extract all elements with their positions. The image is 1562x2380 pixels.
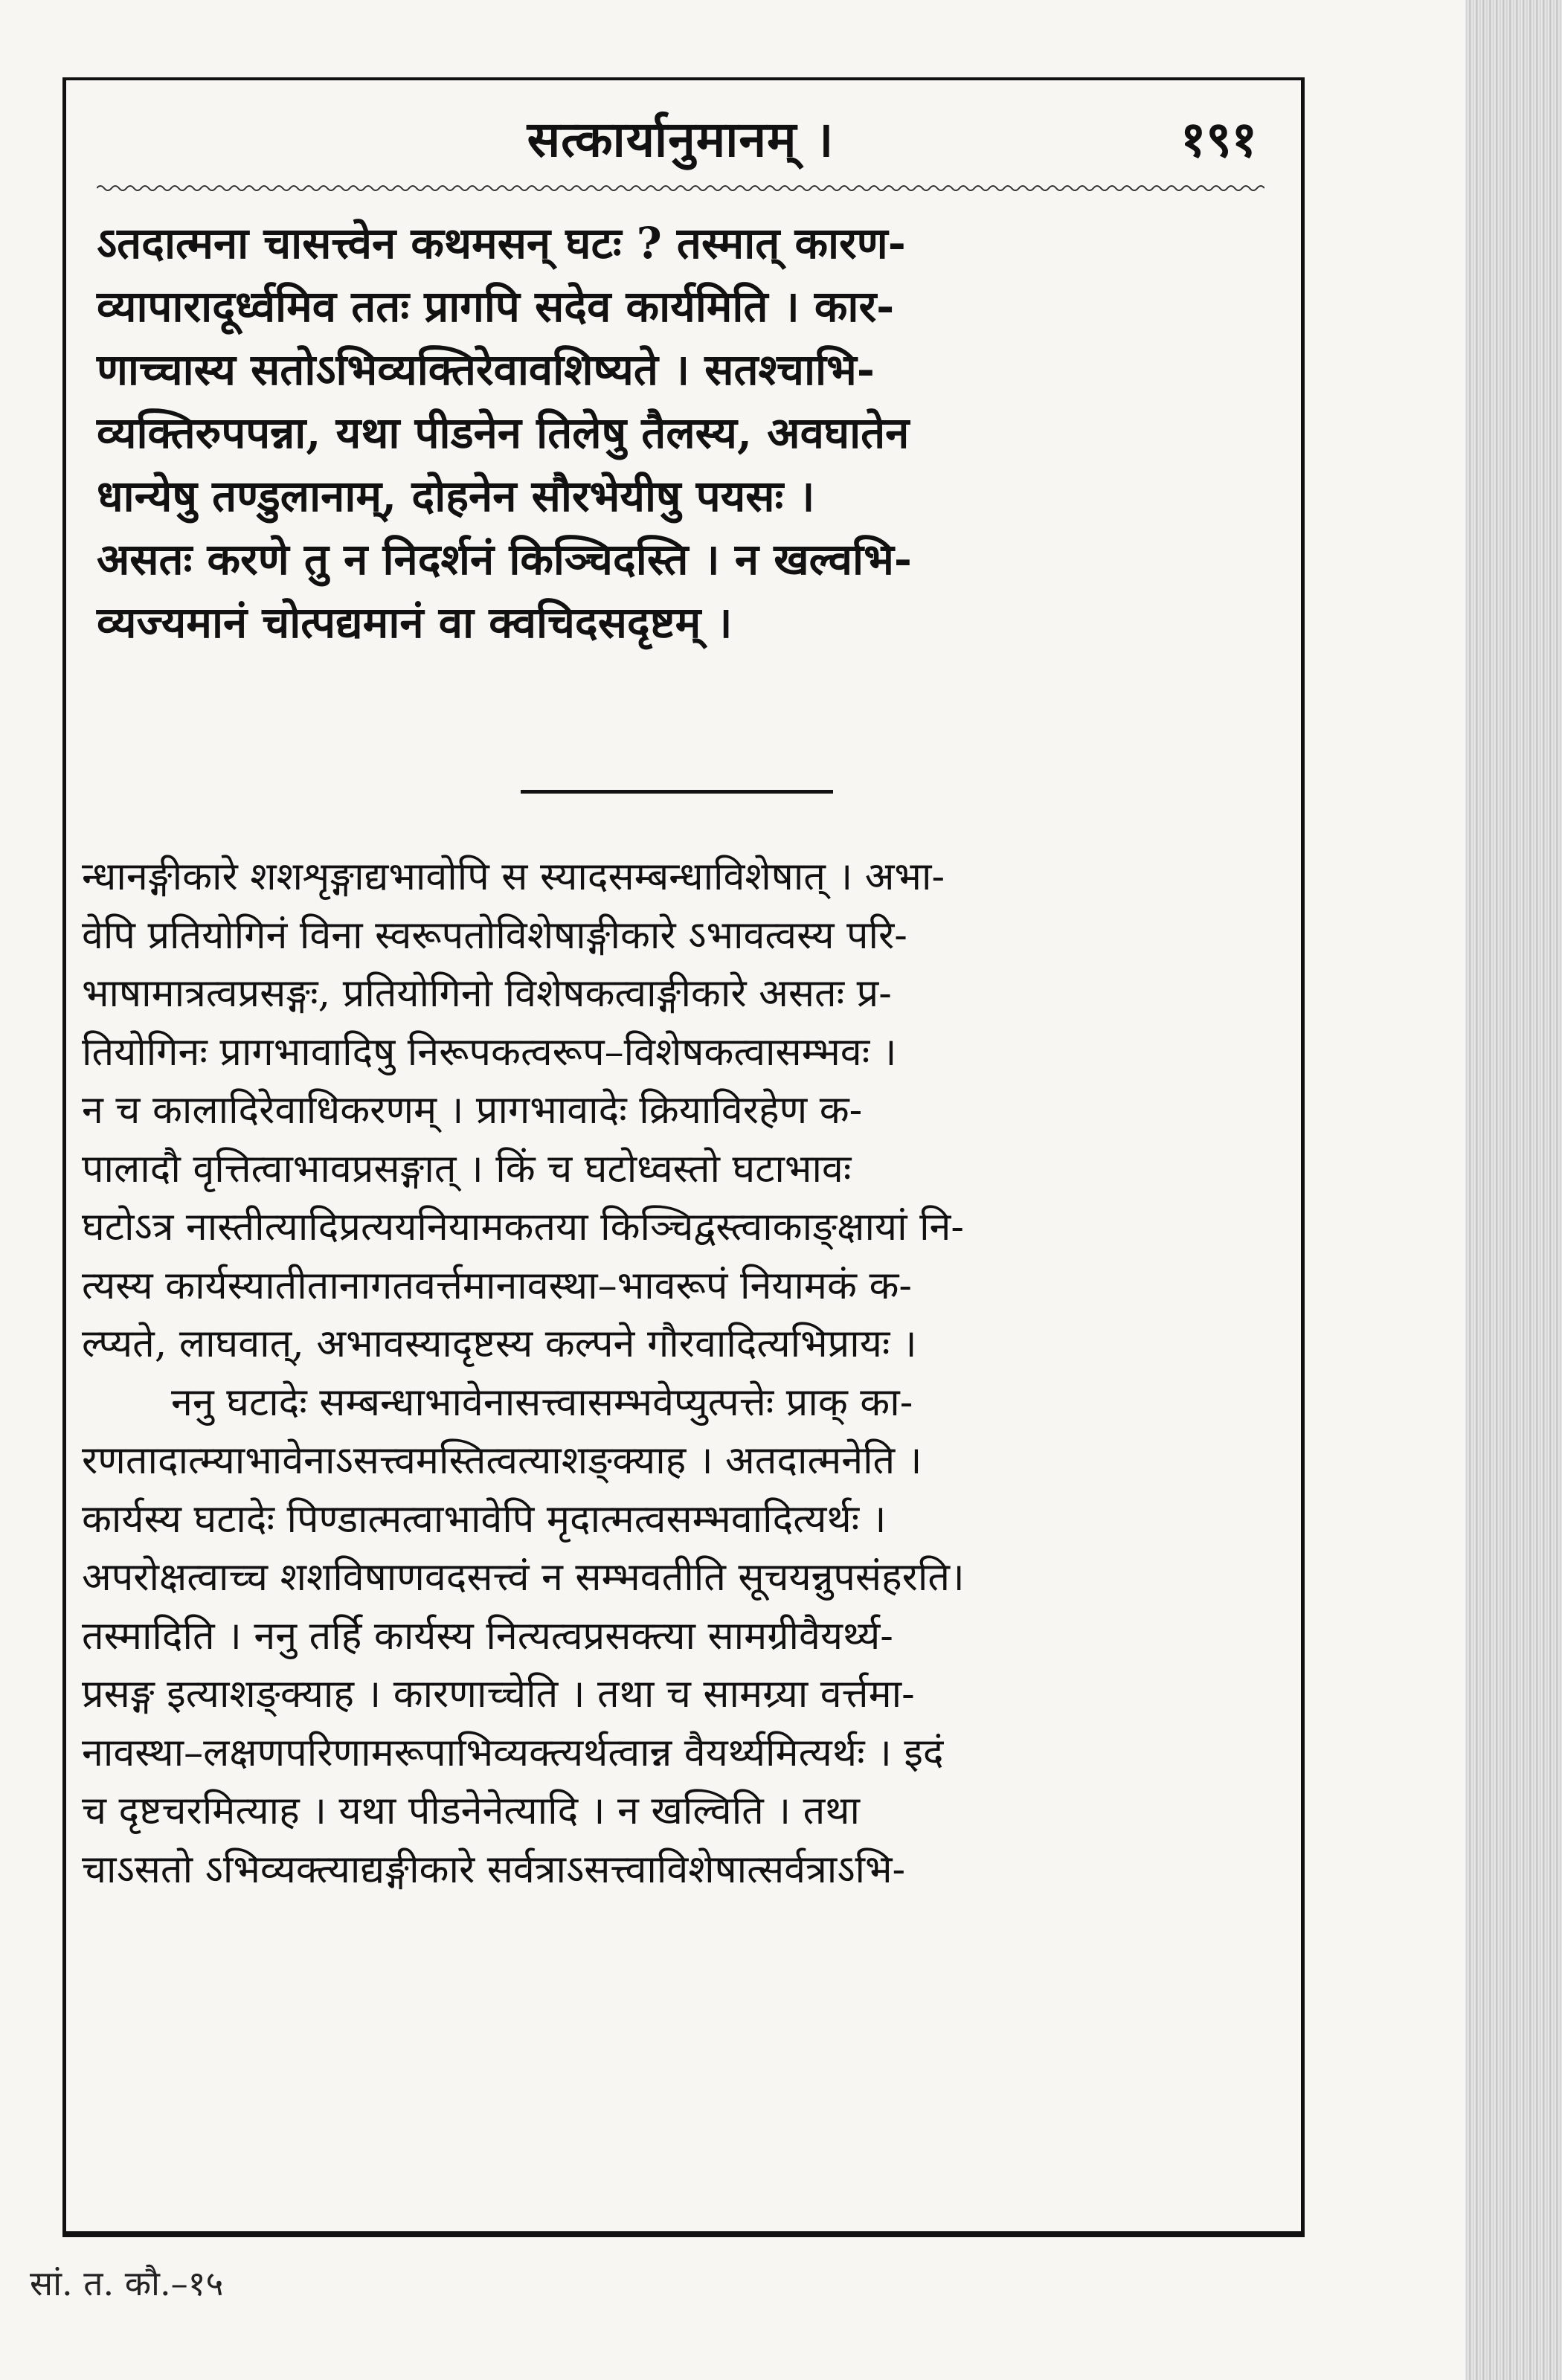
text-line: णाच्चास्य सतोऽभिव्यक्तिरेवावशिष्यते । सतश्चाभि-: [97, 344, 875, 395]
wavy-rule: [97, 182, 1264, 194]
commentary-line: च दृष्टचरमित्याह । यथा पीडनेनेत्यादि । न खल्विति । तथा: [82, 1789, 860, 1833]
commentary-line: तियोगिनः प्रागभावादिषु निरूपकत्वरूप–विशेषकत्वासम्भवः ।: [82, 1029, 897, 1075]
commentary-line: तस्मादिति । ननु तर्हि कार्यस्य नित्यत्वप्रसक्त्या सामग्रीवैयर्थ्य-: [82, 1613, 893, 1659]
commentary-text: [82, 848, 1272, 1899]
running-title: सत्कार्यानुमानम् ।: [527, 110, 835, 168]
bottom-rule: [62, 2231, 1305, 2237]
commentary-line: ल्प्यते, लाघवात्, अभावस्यादृष्टस्य कल्पने गौरवादित्यभिप्रायः ।: [82, 1322, 917, 1366]
commentary-line: भाषामात्रत्वप्रसङ्गः, प्रतियोगिनो विशेषकत्वाङ्गीकारे असतः प्र-: [82, 971, 892, 1016]
text-line: ऽतदात्मना चासत्त्वेन कथमसन् घटः ? तस्मात् कारण-: [97, 218, 906, 268]
commentary-line: कार्यस्य घटादेः पिण्डात्मत्वाभावेपि मृदात्मत्वसम्भवादित्यर्थः ।: [82, 1496, 887, 1542]
text-line: व्यक्तिरुपपन्ना, यथा पीडनेन तिलेषु तैलस्य, अवघातेन: [97, 408, 910, 458]
text-line: व्यापारादूर्ध्वमिव ततः प्रागपि सदेव कार्यमिति । कार-: [97, 281, 895, 332]
commentary-line: अपरोक्षत्वाच्च शशविषाणवदसत्त्वं न सम्भवतीति सूचयन्नुपसंहरति।: [82, 1555, 965, 1600]
commentary-line: त्यस्य कार्यस्यातीतानागतवर्त्तमानावस्था–भावरूपं नियामकं क-: [82, 1263, 912, 1308]
text-line: व्यज्यमानं चोत्पद्यमानं वा क्वचिदसदृष्टम् ।: [97, 597, 733, 648]
section-divider: [521, 790, 833, 794]
commentary-line: वेपि प्रतियोगिनं विना स्वरूपतोविशेषाङ्गीकारे ऽभावत्वस्य परि-: [82, 913, 907, 958]
page-number: १९१: [1180, 110, 1257, 168]
commentary-line: प्रसङ्ग इत्याशङ्क्याह । कारणाच्चेति । तथा च सामग्र्या वर्त्तमा-: [82, 1672, 915, 1717]
commentary-line: चाऽसतो ऽभिव्यक्त्याद्यङ्गीकारे सर्वत्राऽसत्त्वाविशेषात्सर्वत्राऽभि-: [82, 1847, 906, 1892]
commentary-line: न्धानङ्गीकारे शशशृङ्गाद्यभावोपि स स्यादसम्बन्धाविशेषात् । अभा-: [82, 855, 945, 899]
text-line: असतः करणे तु न निदर्शनं किञ्चिदस्ति । न खल्वभि-: [97, 534, 912, 585]
commentary-line: नावस्था–लक्षणपरिणामरूपाभिव्यक्त्यर्थत्वान्न वैयर्थ्यमित्यर्थः । इदं: [82, 1730, 944, 1775]
running-header: [97, 97, 1264, 178]
text-line: धान्येषु तण्डुलानाम्, दोहनेन सौरभेयीषु पयसः ।: [97, 471, 815, 521]
commentary-line: घटोऽत्र नास्तीत्यादिप्रत्ययनियामकतया किञ्चिद्वस्त्वाकाङ्क्षायां नि-: [82, 1205, 964, 1250]
commentary-line: न च कालादिरेवाधिकरणम् । प्रागभावादेः क्रियाविरहेण क-: [82, 1088, 863, 1133]
book-binding-edge: [1465, 0, 1562, 2380]
signature-mark: सां. त. कौ.–१५: [30, 2263, 224, 2303]
commentary-line: पालादौ वृत्तित्वाभावप्रसङ्गात् । किं च घटोध्वस्तो घटाभावः: [82, 1146, 852, 1191]
commentary-line: ननु घटादेः सम्बन्धाभावेनासत्त्वासम्भवेप्युत्पत्तेः प्राक् का-: [171, 1380, 913, 1425]
commentary-line: रणतादात्म्याभावेनाऽसत्त्वमस्तित्वत्याशङ्क्याह । अतदात्मनेति ।: [82, 1438, 922, 1483]
main-text: [97, 212, 1272, 654]
